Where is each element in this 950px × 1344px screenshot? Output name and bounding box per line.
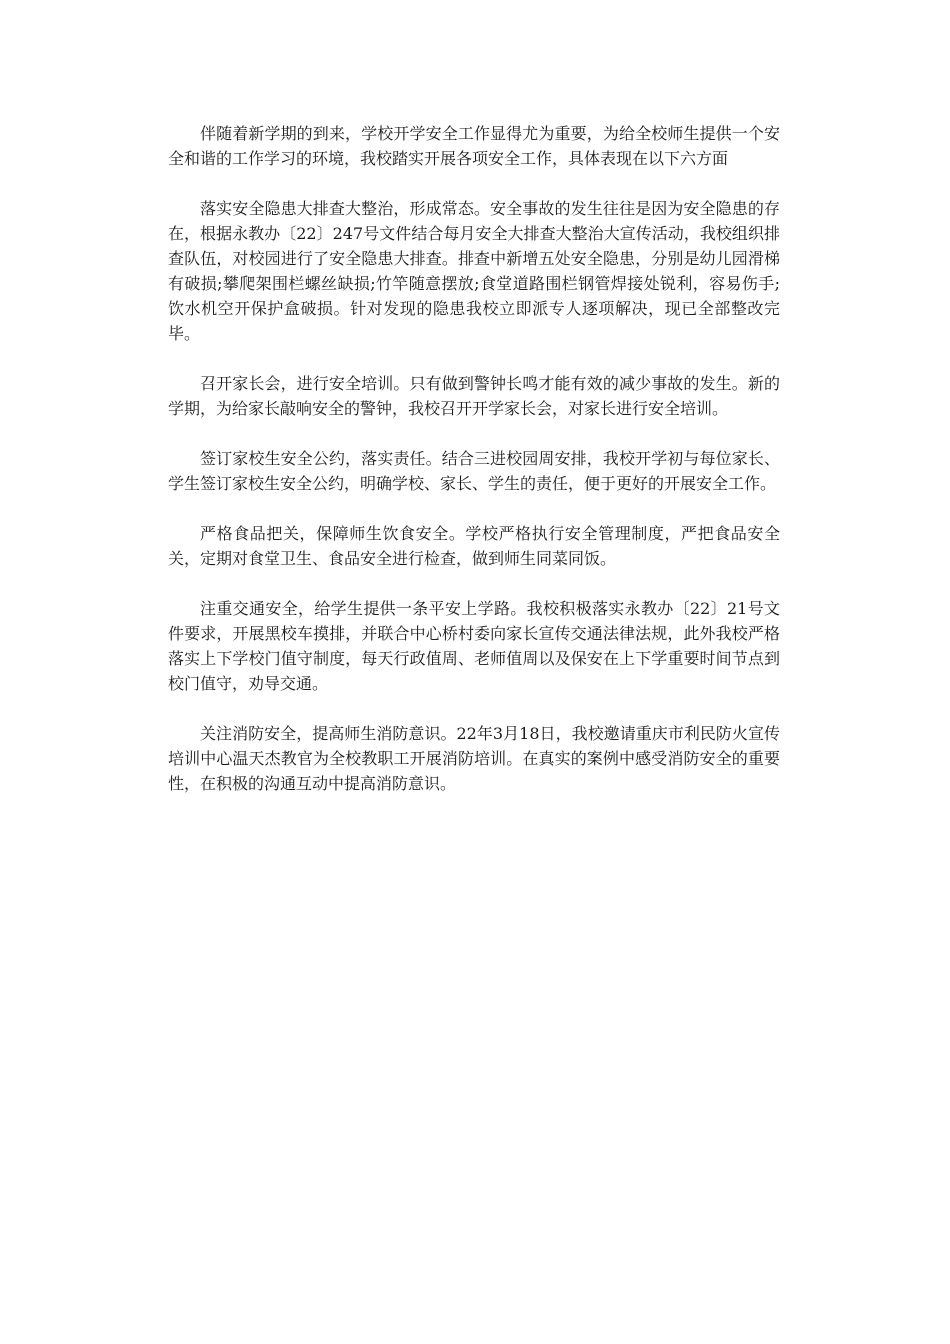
paragraph-fire-safety: 关注消防安全，提高师生消防意识。22年3月18日，我校邀请重庆市利民防火宣传培训中心温天杰教官为全校教职工开展消防培训。在真实的案例中感受消防安全的重要性，在积极的沟通互动中提高消防意识。 [168,724,780,793]
paragraph-intro: 伴随着新学期的到来，学校开学安全工作显得尤为重要，为给全校师生提供一个安全和谐的工作学习的环境，我校踏实开展各项安全工作，具体表现在以下六方面 [168,124,780,168]
paragraph-food-safety: 严格食品把关，保障师生饮食安全。学校严格执行安全管理制度，严把食品安全关，定期对食堂卫生、食品安全进行检查，做到师生同菜同饭。 [168,524,780,568]
document-body [168,121,780,821]
paragraph-hazard-inspection: 落实安全隐患大排查大整治，形成常态。安全事故的发生往往是因为安全隐患的存在，根据永教办〔22〕247号文件结合每月安全大排查大整治大宣传活动，我校组织排查队伍，对校园进行了安全隐患大排查。排查中新增五处安全隐患，分别是幼儿园滑梯有破损;攀爬架围栏螺丝缺损;竹竿随意摆放;食堂道路围栏钢管焊接处锐利，容易伤手;饮水机空开保护盒破损。针对发现的隐患我校立即派专人逐项解决，现已全部整改完毕。 [168,199,780,343]
paragraph-safety-agreement: 签订家校生安全公约，落实责任。结合三进校园周安排，我校开学初与每位家长、学生签订家校生安全公约，明确学校、家长、学生的责任，便于更好的开展安全工作。 [168,449,780,493]
paragraph-traffic-safety: 注重交通安全，给学生提供一条平安上学路。我校积极落实永教办〔22〕21号文件要求，开展黑校车摸排，并联合中心桥村委向家长宣传交通法律法规，此外我校严格落实上下学校门值守制度，每天行政值周、老师值周以及保安在上下学重要时间节点到校门值守，劝导交通。 [168,599,780,693]
paragraph-parent-meeting: 召开家长会，进行安全培训。只有做到警钟长鸣才能有效的减少事故的发生。新的学期，为给家长敲响安全的警钟，我校召开开学家长会，对家长进行安全培训。 [168,374,780,418]
